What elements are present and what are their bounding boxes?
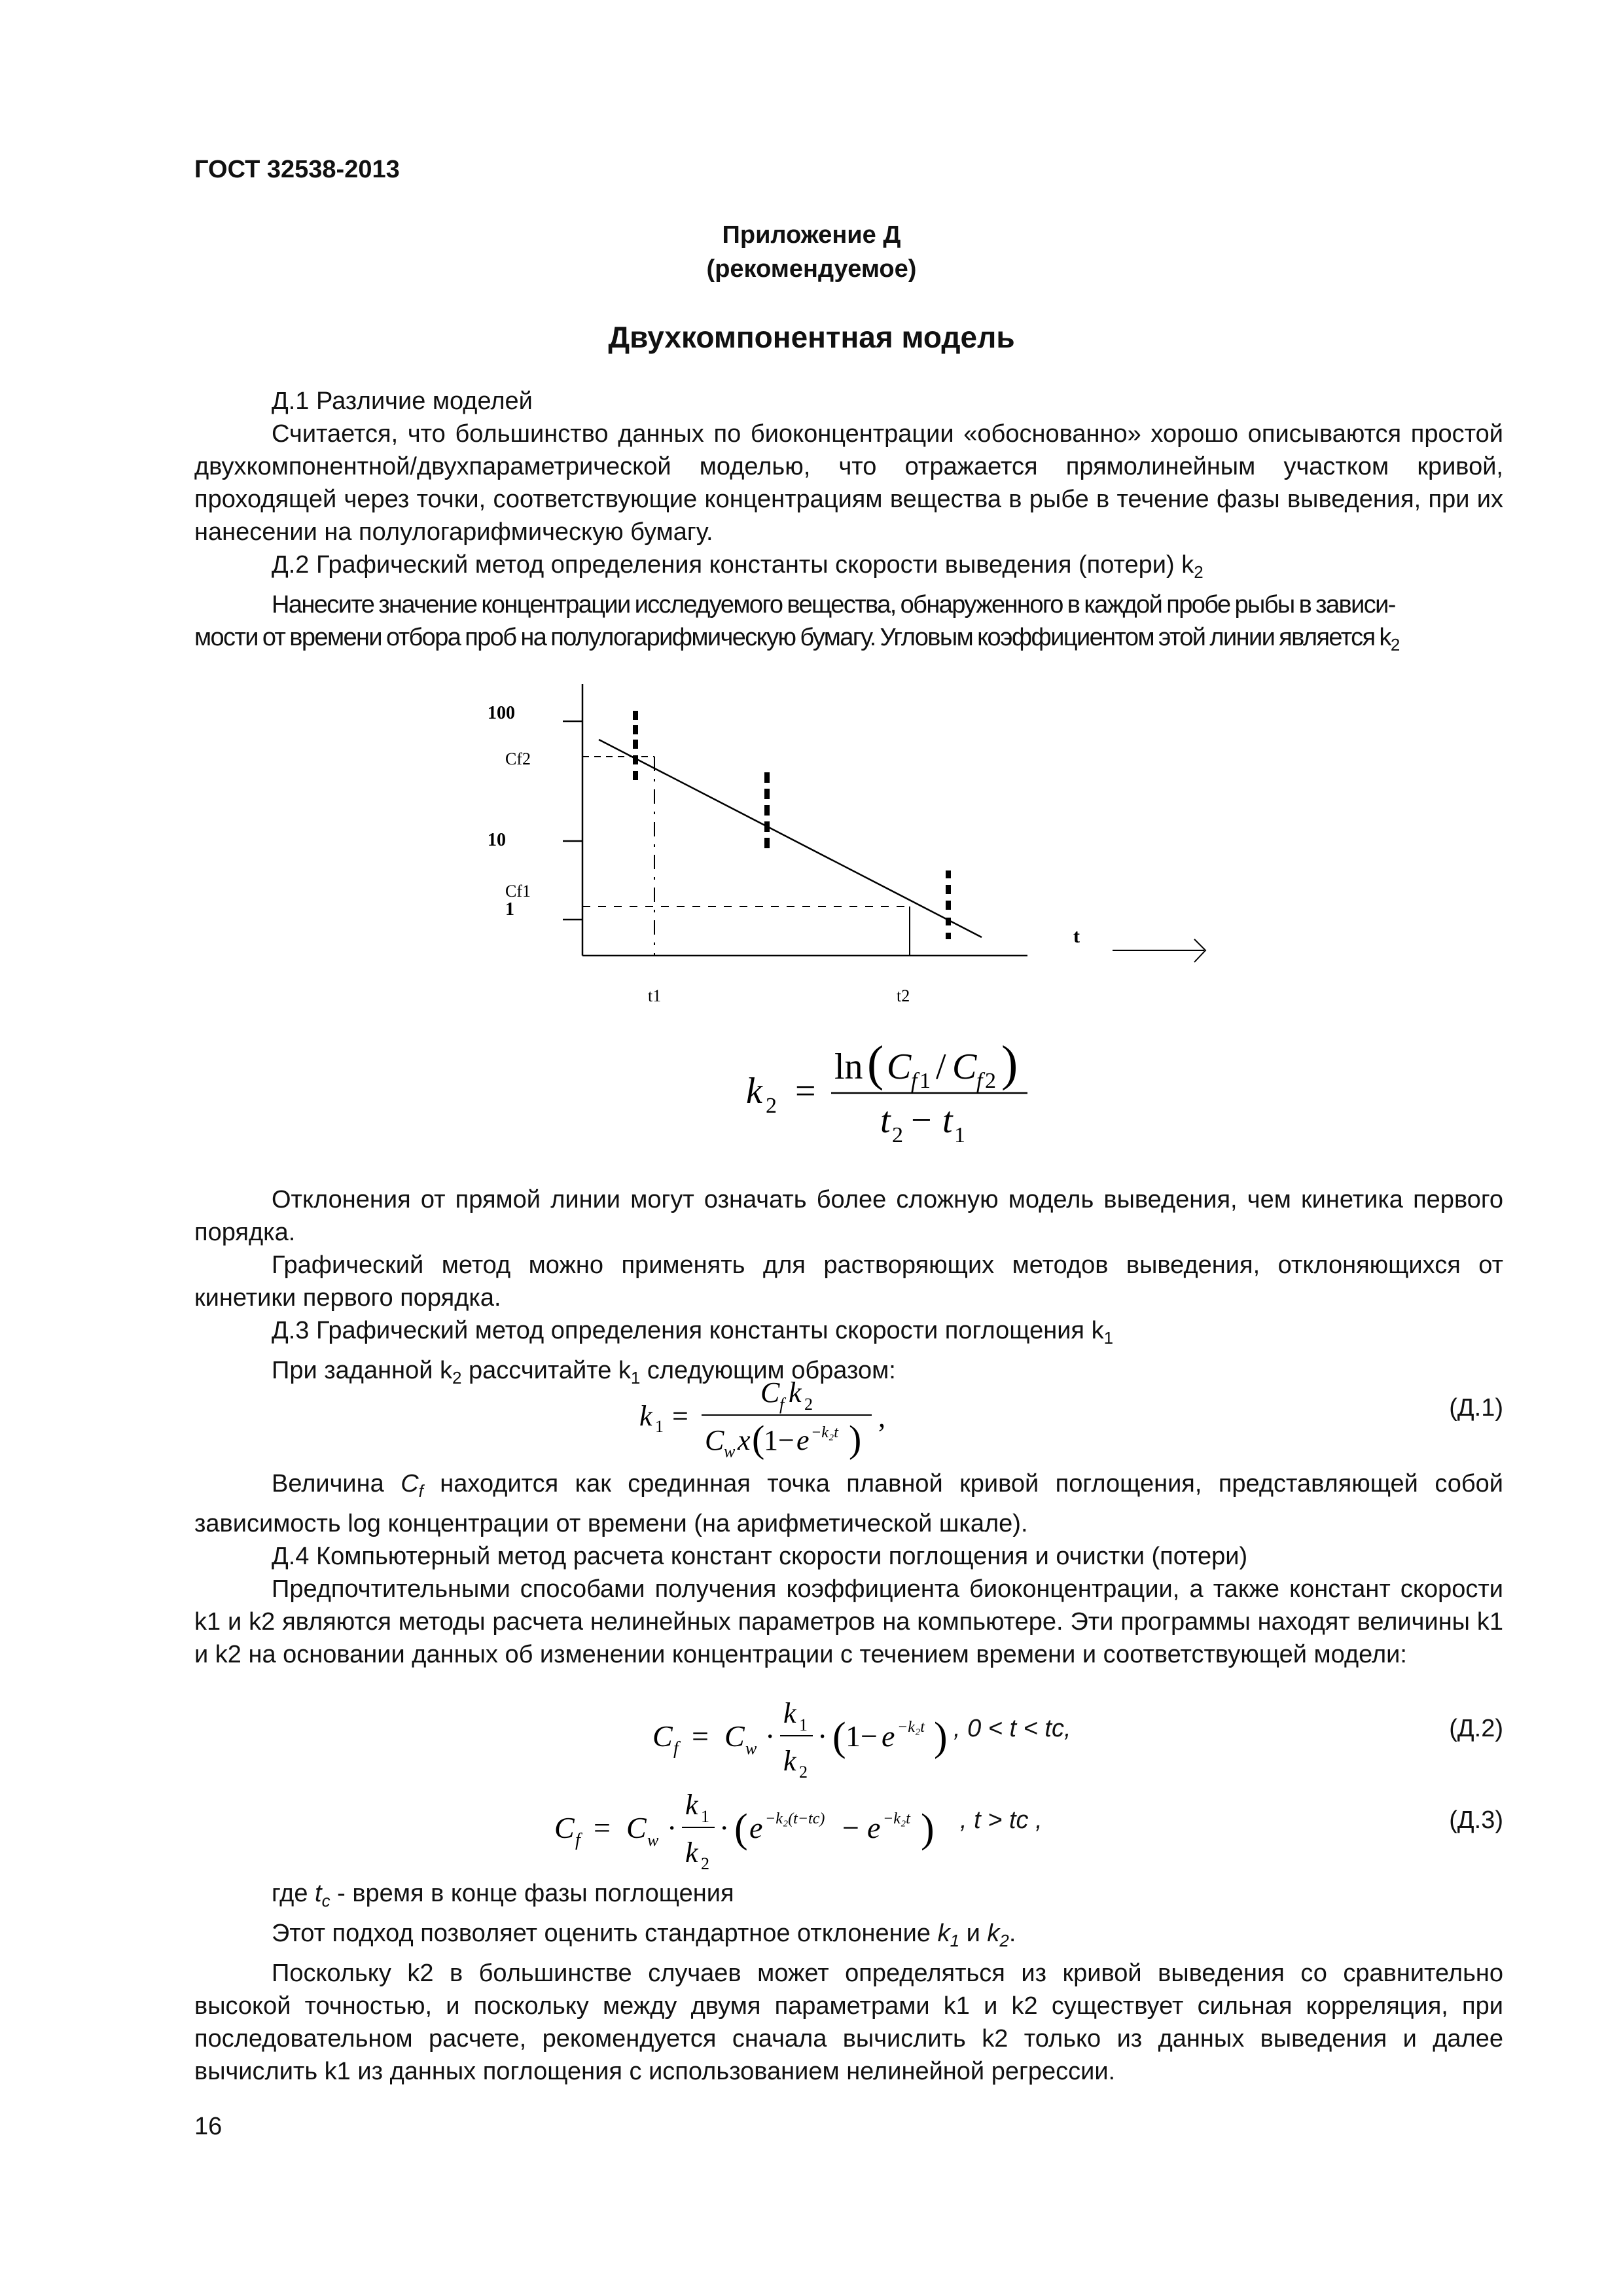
elimination-chart [458,674,1243,1028]
after-chart-text-2: Графический метод можно применять для растворяющих методов выведения, отклоняющихся от кинетики первого порядка. [194,1251,1503,1312]
svg-text:): ) [934,1715,948,1759]
d2-heading: Д.2 Графический метод определения константы скорости выведения (потери) $k_2$ [272,551,1204,582]
final-text: Поскольку k2 в большинстве случаев может определяться из кривой выведения со сравнительно высокой точностью, и поскольку между двумя параметрами k1 и k2 существует сильная корреляция, при последовательном расчете, рекомендуется сначала вычислить k2 только из данных выведения и далее вычислить k1 из данных поглощения с использованием нелинейной регрессии. [194,1960,1503,2085]
data-point [764,805,770,816]
svg-text:−k₂t: −k₂t [883,1810,910,1827]
svg-text:1: 1 [919,1069,931,1093]
ytick-label-cf2: Cf2 [505,749,531,768]
svg-text:w: w [724,1442,736,1461]
section-d1 [194,385,1503,661]
svg-text:f: f [976,1069,983,1093]
d3-intro: При заданной $k_2$ рассчитайте $k_1$ следующим образом: [272,1357,896,1388]
svg-text:C: C [952,1047,977,1087]
data-points-group-1 [633,711,638,780]
section-d3-d4 [194,1467,1503,1671]
svg-text:f: f [779,1395,785,1414]
svg-text:k: k [783,1745,796,1777]
svg-text:1: 1 [799,1715,808,1734]
ytick-label-10: 10 [488,830,506,850]
svg-text:,: , [878,1401,885,1433]
svg-text:t: t [942,1100,953,1141]
equation-d3-number: (Д.3) [1449,1806,1503,1834]
svg-text:1: 1 [655,1417,664,1436]
where-tc-text: где $t_c$ - время в конце фазы поглощения [272,1880,734,1910]
data-points-group-2 [764,772,770,848]
d2-text-line2: мости от времени отбора проб на полулогарифмическую бумагу. Угловым коэффициентом этой линии является $k_2$ [194,624,1399,655]
data-point [946,870,951,878]
svg-text:k: k [685,1837,698,1869]
svg-text:2: 2 [701,1854,709,1873]
svg-text:C: C [760,1376,780,1408]
svg-text:C: C [626,1811,647,1844]
ytick-label-1: 1 [505,899,514,920]
data-point [764,772,770,783]
svg-text:=: = [672,1400,688,1432]
svg-text:−k₂t: −k₂t [811,1424,838,1441]
svg-text:C: C [724,1719,745,1753]
ytick-label-cf1: Cf1 [505,882,531,901]
x-axis-label: t [1073,925,1080,947]
equation-d3 [194,1787,1503,1873]
svg-text:k: k [789,1376,802,1408]
data-point [633,771,638,780]
d1-text: Считается, что большинство данных по биоконцентрации «обоснованно» хорошо описываются простой двухкомпонентной/двухпараметрической моделью, что отражается прямолинейным участком кривой, проходящей через точки, соответствующие концентрациям вещества в рыбе в течение фазы выведения, при их нанесении на полулогарифмическую бумагу. [194,420,1503,546]
data-point [633,711,638,720]
svg-text:=: = [795,1071,816,1111]
ytick-label-100: 100 [488,703,515,723]
svg-text:f: f [575,1830,580,1850]
svg-text:C: C [705,1424,724,1456]
data-point [633,740,638,749]
svg-text:C: C [554,1811,575,1844]
appendix-title: Двухкомпонентная модель [608,320,1015,354]
data-point [946,933,951,939]
svg-text:·: · [765,1719,776,1753]
svg-text:/: / [936,1047,946,1087]
svg-text:2: 2 [892,1123,903,1147]
equation-d2-number: (Д.2) [1449,1715,1503,1742]
svg-text:f: f [911,1069,918,1093]
data-point [946,885,951,894]
section-final [194,1877,1503,2088]
svg-text:2: 2 [985,1069,996,1093]
svg-text:f: f [673,1738,679,1759]
equation-d2-condition: , 0 < t < tc, [954,1715,1071,1742]
xtick-label-t2: t2 [897,986,910,1005]
d4-text: Предпочтительными способами получения коэффициента биоконцентрации, а также констант скорости k1 и k2 являются методы расчета нелинейных параметров на компьютере. Эти программы находят величины k1 и k2 на основании данных об изменении концентрации с течением времени и соответствующей модели: [194,1575,1503,1668]
svg-text:C: C [652,1719,673,1753]
document-code: ГОСТ 32538-2013 [194,156,400,183]
data-point [633,725,638,734]
xtick-label-t1: t1 [648,986,662,1005]
d1-heading: Д.1 Различие моделей [272,387,533,415]
svg-text:w: w [745,1739,757,1758]
svg-text:(: ( [832,1715,846,1759]
svg-text:k: k [783,1697,796,1729]
svg-text:k: k [685,1789,698,1821]
data-point [946,901,951,910]
data-point [946,918,951,925]
page-number: 16 [194,2113,223,2140]
svg-text:−k₂(t−tc): −k₂(t−tc) [765,1810,825,1827]
regression-line [599,740,982,937]
d3-after-text: Величина $C_f$ находится как срединная точка плавной кривой поглощения, представляющей собой зависимость log концентрации от времени (на арифметической шкале). [194,1470,1504,1537]
equation-d1-number: (Д.1) [1449,1394,1503,1422]
equation-d1 [194,1374,1503,1461]
svg-text:(: ( [734,1806,748,1851]
after-chart-text-1: Отклонения от прямой линии могут означать более сложную модель выведения, чем кинетика первого порядка. [194,1186,1503,1246]
svg-text:e: e [867,1811,881,1844]
svg-text:−: − [911,1100,932,1141]
section-after-chart [194,1183,1503,1394]
svg-text:w: w [647,1831,659,1850]
svg-text:x: x [738,1424,751,1456]
svg-text:·: · [667,1811,677,1844]
svg-text:ln: ln [834,1047,863,1087]
svg-text:2: 2 [766,1094,777,1118]
svg-text:2: 2 [799,1763,808,1782]
svg-text:(: ( [752,1418,765,1460]
svg-text:·: · [817,1719,828,1753]
svg-text:=: = [692,1719,709,1753]
data-point [764,789,770,799]
svg-text:−k₂t: −k₂t [897,1719,925,1736]
svg-text:1−: 1− [764,1424,794,1456]
equation-d3-condition: , t > tc , [960,1806,1043,1834]
std-dev-text: Этот подход позволяет оценить стандартное отклонение $k_1$ и $k_2$. [272,1920,1016,1950]
svg-text:): ) [921,1806,935,1851]
svg-text:): ) [849,1418,862,1460]
svg-text:1−: 1− [846,1719,878,1753]
svg-text:·: · [719,1811,730,1844]
data-point [764,821,770,832]
svg-text:C: C [887,1047,912,1087]
svg-text:e: e [796,1424,810,1456]
data-point [764,838,770,848]
formula-k2 [740,1028,1054,1158]
appendix-status: (рекомендуемое) [706,255,917,283]
data-points-group-3 [946,870,951,939]
svg-text:t: t [880,1100,891,1141]
appendix-label: Приложение Д [722,221,901,249]
svg-text:e: e [749,1811,763,1844]
svg-text:1: 1 [701,1807,709,1826]
svg-text:): ) [1001,1036,1018,1091]
svg-text:=: = [594,1811,611,1844]
svg-text:−: − [842,1811,859,1844]
svg-text:1: 1 [954,1123,965,1147]
svg-text:k: k [746,1071,762,1111]
d4-heading: Д.4 Компьютерный метод расчета констант скорости поглощения и очистки (потери) [272,1543,1248,1570]
svg-text:(: ( [867,1036,884,1091]
d2-text-line1: Нанесите значение концентрации исследуемого вещества, обнаруженного в каждой пробе рыбы в зависи- [272,591,1395,619]
svg-text:e: e [882,1719,895,1753]
svg-text:2: 2 [804,1395,813,1414]
svg-text:k: k [639,1400,652,1432]
data-point [633,755,638,764]
d3-heading: Д.3 Графический метод определения константы скорости поглощения $k_1$ [272,1317,1114,1348]
equation-d2 [194,1695,1503,1782]
